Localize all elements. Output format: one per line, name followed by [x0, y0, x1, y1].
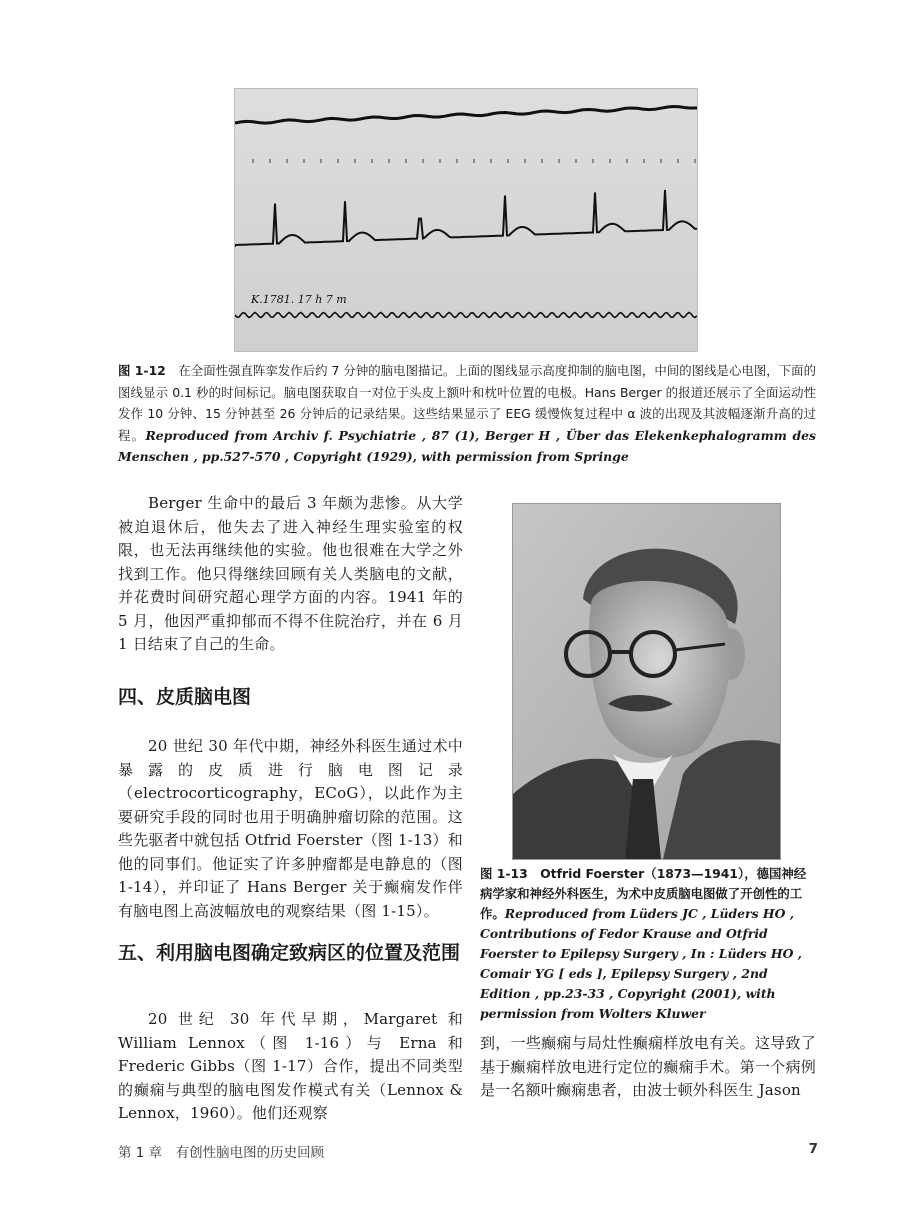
caption-text: 在全面性强直阵挛发作后约 7 分钟的脑电图描记。上面的图线显示高度抑制的脑电图，中间的图线是心电图，下面的图线显示 0.1 秒的时间标记。脑电图获取自一对位于头皮上额叶和枕叶位置的电极。Hans Berger 的报道还展示了全面运动性发作 10 分钟、15 分钟甚至 26 分钟后的记录结果。这些结果显示了 EEG 缓慢恢复过程中 α 波的出现及其波幅逐渐升高的过程。 — [118, 363, 817, 443]
caption-credit: Reproduced from Archiv f. Psychiatrie , 87 (1), Berger H , Über das Elekenkephalogramm des Menschen , pp.527-570 , Copyright (1929), with permission from Springe — [118, 427, 817, 464]
trace-label: K.1781. 17 h 7 m — [251, 293, 347, 306]
figure-1-12-caption — [118, 360, 816, 468]
caption-label: 图 1-12 — [118, 363, 166, 378]
paragraph-ecog: 20 世纪 30 年代中期，神经外科医生通过术中暴露的皮质进行脑电图记录（electrocorticography，ECoG），以此作为主要研究手段的同时也用于明确肿瘤切除的范围。这些先驱者中就包括 Otfrid Foerster（图 1-13）和他的同事们。他证实了许多肿瘤都是电静息的（图 1-14），并印证了 Hans Berger 关于癫痫发作伴有脑电图上高波幅放电的观察结果（图 1-15）。 — [118, 737, 463, 920]
section-heading-ecog: 四、皮质脑电图 — [118, 686, 252, 708]
chapter-title: 第 1 章 有创性脑电图的历史回顾 — [118, 1145, 325, 1161]
figure-1-12-image — [234, 88, 698, 352]
paragraph-lennox-gibbs: 20 世纪 30 年代早期，Margaret 和 William Lennox（图 1-16）与 Erna 和 Frederic Gibbs（图 1-17）合作，提出不同类型的癫痫与典型的脑电图发作模式有关（Lennox & Lennox，1960）。他们还观察 — [118, 1010, 463, 1122]
caption-credit: Reproduced from Lüders JC , Lüders HO , Contributions of Fedor Krause and Otfrid Foerster to Epilepsy Surgery , In : Lüders HO , Comair YG [ eds ], Epilepsy Surgery , 2nd Edition , pp.23-33 , Copyright (2001), with permission from Wolters Kluwer — [480, 906, 802, 1021]
paragraph-right-continuation: 到，一些癫痫与局灶性癫痫样放电有关。这导致了基于癫痫样放电进行定位的癫痫手术。第一个病例是一名额叶癫痫患者，由波士顿外科医生 Jason — [480, 1034, 816, 1099]
section-heading-localization: 五、利用脑电图确定致病区的位置及范围 — [118, 942, 461, 964]
caption-text: Otfrid Foerster（1873—1941），德国神经病学家和神经外科医生，为术中皮质脑电图做了开创性的工作。 — [480, 866, 807, 921]
figure-1-13-caption — [480, 864, 815, 1024]
page-number: 7 — [808, 1141, 818, 1157]
page-footer — [118, 1141, 818, 1161]
paragraph-berger-final-years: Berger 生命中的最后 3 年颇为悲惨。从大学被迫退休后，他失去了进入神经生理实验室的权限，也无法再继续他的实验。他也很难在大学之外找到工作。他只得继续回顾有关人类脑电的文献，并花费时间研究超心理学方面的内容。1941 年的 5 月，他因严重抑郁而不得不住院治疗，并在 6 月 1 日结束了自己的生命。 — [118, 494, 463, 653]
figure-1-13-portrait — [512, 503, 781, 860]
caption-label: 图 1-13 — [480, 866, 528, 881]
